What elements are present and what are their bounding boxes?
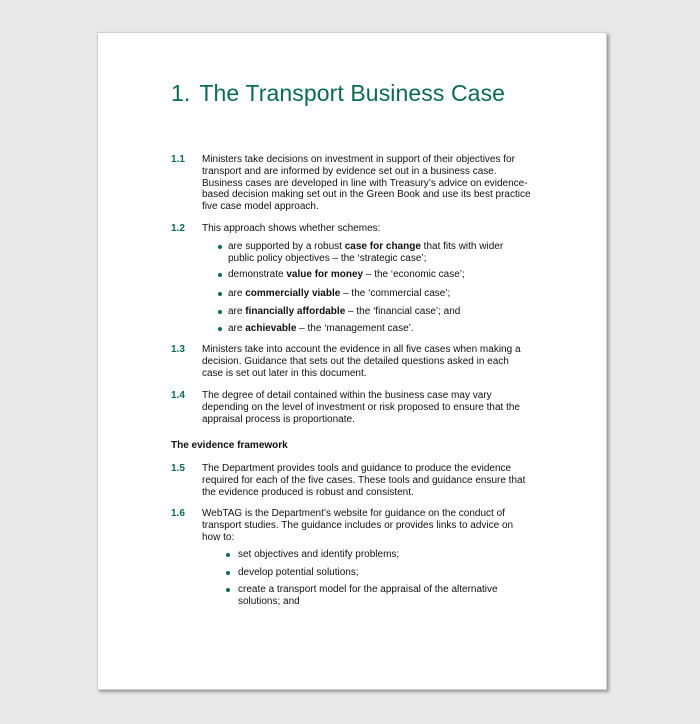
paragraph-text: WebTAG is the Department’s website for guidance on the conduct of transport studies. The guidance includes or provides links to advice on how to: bbox=[202, 508, 514, 543]
paragraph-number: 1.2 bbox=[171, 223, 185, 234]
bullet-icon bbox=[226, 553, 230, 557]
paragraph-number: 1.3 bbox=[171, 344, 185, 355]
paragraph-number: 1.4 bbox=[171, 390, 185, 401]
paragraph-text: The degree of detail contained within the business case may vary depending on the level of investment or risk proposed to ensure that the appraisal process is proportionate. bbox=[202, 390, 520, 425]
list-item-text: are commercially viable – the ‘commercial case’; bbox=[228, 288, 451, 299]
list-item-text: develop potential solutions; bbox=[238, 567, 359, 578]
paragraph-text: Ministers take decisions on investment in support of their objectives for transport and are informed by evidence set out in a business case. Business cases are developed in line with Treasury’s advice on evidence-based decision making set out in the Green Book and use its best practice five case model approach. bbox=[202, 154, 531, 213]
list-item-text: set objectives and identify problems; bbox=[238, 549, 400, 560]
list-item-text: are supported by a robust case for change that fits with wider public policy objectives – the ‘strategic case’; bbox=[228, 241, 504, 264]
bullet-icon bbox=[218, 327, 222, 331]
list-item-text: create a transport model for the appraisal of the alternative solutions; and bbox=[238, 584, 498, 607]
bullet-icon bbox=[218, 273, 222, 277]
title-text: The Transport Business Case bbox=[199, 80, 506, 106]
paragraph-text: The Department provides tools and guidance to produce the evidence required for each of the five cases. These tools and guidance ensure that the evidence produced is robust and consistent. bbox=[202, 463, 526, 498]
list-item-text: demonstrate value for money – the ‘economic case’; bbox=[228, 269, 465, 280]
paragraph-text: This approach shows whether schemes: bbox=[202, 223, 381, 234]
paragraph-number: 1.1 bbox=[171, 154, 185, 165]
list-item-text: are financially affordable – the ‘financial case’; and bbox=[228, 306, 461, 317]
bullet-icon bbox=[218, 292, 222, 296]
title-number: 1. bbox=[171, 80, 191, 106]
paragraph-number: 1.5 bbox=[171, 463, 185, 474]
bullet-icon bbox=[218, 245, 222, 249]
page-title bbox=[171, 80, 505, 107]
bullet-icon bbox=[218, 310, 222, 314]
paragraph-number: 1.6 bbox=[171, 508, 185, 519]
bullet-icon bbox=[226, 588, 230, 592]
paragraph-text: Ministers take into account the evidence in all five cases when making a decision. Guidance that sets out the detailed questions asked in each case is set out later in this document. bbox=[202, 344, 521, 379]
document-page bbox=[97, 32, 607, 690]
section-heading: The evidence framework bbox=[171, 440, 288, 451]
bullet-icon bbox=[226, 571, 230, 575]
list-item-text: are achievable – the ‘management case’. bbox=[228, 323, 414, 334]
